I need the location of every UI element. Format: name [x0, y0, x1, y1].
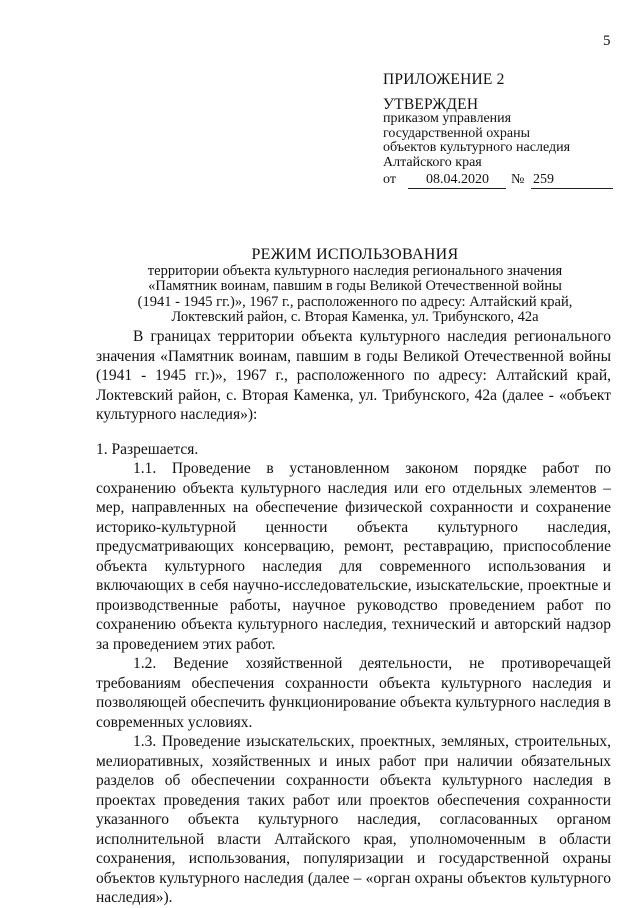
order-date: 08.04.2020	[426, 172, 489, 187]
section-title: 1. Разрешается.	[96, 440, 199, 458]
title-line: Локтевский район, с. Вторая Каменка, ул. Трибунского, 42а	[171, 309, 539, 325]
item-paragraph: 1.1. Проведение в установленном законом порядке работ по сохранению объекта культурного наследия или его отдельных элементов – мер, направленных на обеспечение физической сохранности и сохранение историко-культурной ценности объекта культурного наследия, предусматривающих консервацию, ремонт, реставрацию, приспособление объекта культурного наследия для современного использования и включающих в себя научно-исследовательские, изыскательские, проектные и производственные работы, научное руководство проведением работ по сохранению объекта культурного наследия, технический и авторский надзор за проведением этих работ.	[96, 460, 611, 653]
order-date-number-row	[383, 172, 623, 190]
document-title	[100, 247, 610, 326]
approval-line: приказом управления	[383, 111, 512, 126]
appendix-heading: ПРИЛОЖЕНИЕ 2	[383, 71, 505, 88]
approval-line: объектов культурного наследия	[383, 140, 571, 155]
document-body	[96, 327, 611, 908]
title-line: (1941 - 1945 гг.)», 1967 г., расположенного по адресу: Алтайский край,	[137, 293, 573, 310]
approved-label: УТВЕРЖДЕН	[383, 96, 479, 113]
approval-line: Алтайского края	[383, 154, 482, 170]
intro-paragraph: В границах территории объекта культурного наследия регионального значения «Памятник воинам, павшим в годы Великой Отечественной войны (1941 - 1945 гг.)», 1967 г., расположенного по адресу: Алтайский край, Локтевский район, с. Вторая Каменка, ул. Трибунского, 42а (далее - «объект культурного наследия»):	[96, 328, 611, 423]
appendix-block	[383, 72, 623, 190]
title-main: РЕЖИМ ИСПОЛЬЗОВАНИЯ	[251, 246, 459, 263]
from-label: от	[383, 172, 396, 187]
title-line: «Памятник воинам, павшим в годы Великой Отечественной войны	[148, 278, 562, 294]
number-sign: №	[511, 172, 525, 187]
date-underline	[408, 188, 506, 189]
order-number: 259	[533, 172, 554, 187]
page-number: 5	[603, 33, 611, 49]
number-underline	[531, 188, 613, 189]
item-paragraph: 1.3. Проведение изыскательских, проектных, земляных, строительных, мелиоративных, хозяйственных и иных работ при наличии обязательных разделов об обеспечении сохранности объекта культурного наследия в проектах проведения таких работ или проектов обеспечения сохранности указанного объекта культурного наследия, согласованных органом исполнительной власти Алтайского края, уполномоченным в области сохранения, использования, популяризации и государственной охраны объектов культурного наследия (далее – «орган охраны объектов культурного наследия»).	[96, 733, 611, 906]
approval-line: государственной охраны	[383, 125, 531, 141]
title-line: территории объекта культурного наследия регионального значения	[147, 262, 563, 279]
item-paragraph: 1.2. Ведение хозяйственной деятельности, не противоречащей требованиям обеспечения сохранности объекта культурного наследия и позволяющей обеспечить функционирование объекта культурного наследия в современных условиях.	[96, 655, 611, 731]
approval-authority	[383, 112, 623, 170]
